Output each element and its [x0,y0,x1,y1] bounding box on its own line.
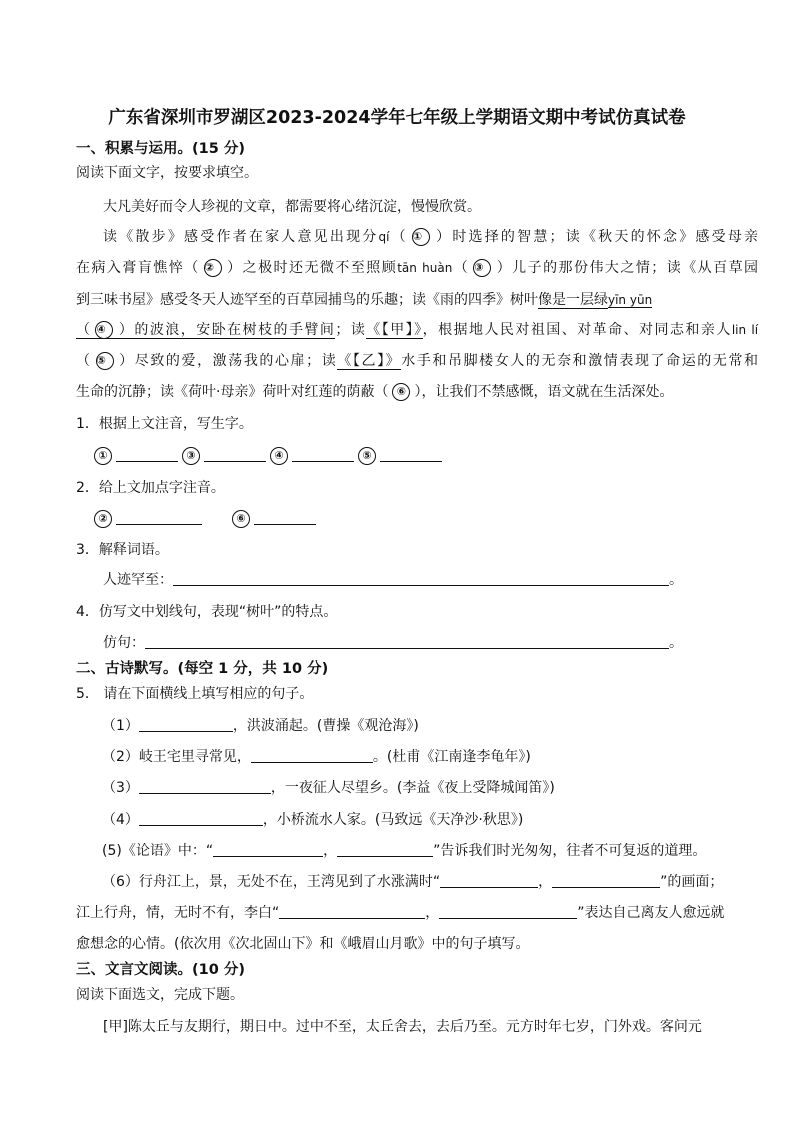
passage-line: （ ⑤ ）尽致的爱，激荡我的心扉；读《【乙】》水手和吊脚楼女人的无奈和激情表现了命运的无常和 [76,353,759,369]
answer-blank[interactable] [292,447,354,462]
poem-item-1: （1） ，洪波涌起。(曹操《观沧海》) [102,718,419,734]
passage-line: 大凡美好而令人珍视的文章，都需要将心绪沉淀，慢慢欣赏。 [103,199,481,215]
poem-item-5: (5)《论语》中：“ ， ”告诉我们时光匆匆，往者不可复返的道理。 [102,843,707,859]
passage-line: 生命的沉静；读《荷叶·母亲》荷叶对红莲的荫蔽（ ⑥ ），让我们不禁感慨，语文就在生活深处。 [76,384,674,400]
passage-line: （ ④ ）的波浪，安卧在树枝的手臂间；读《【甲】》，根据地人民对祖国、对革命、对同志和亲人lin lí [76,322,759,338]
answer-blank[interactable] [116,447,178,462]
blank-marker-3: ③ [473,259,491,277]
answer-blank[interactable] [254,510,316,525]
blank-marker-5: ⑤ [96,352,114,370]
section-3-heading: 三、文言文阅读。(10 分) [76,962,245,978]
poem-item-2: （2）岐王宅里寻常见， 。(杜甫《江南逢李龟年》) [102,749,531,765]
answer-blank[interactable] [139,717,233,732]
answer-blank[interactable] [139,811,263,826]
answer-blank[interactable] [380,447,442,462]
poem-item-6-cont: 愈想念的心情。(依次用《次北固山下》和《峨眉山月歌》中的句子填写。 [76,936,530,952]
answer-blank[interactable] [279,904,425,919]
answer-blank[interactable] [552,873,660,888]
poem-item-6-cont: 江上行舟，情，无时不有，李白“ ， ”表达自己离友人愈远就 [76,905,725,921]
answer-row-4: 仿句： 。 [103,635,683,651]
question-5: 5． 请在下面横线上填写相应的句子。 [76,686,314,702]
blank-marker-6: ⑥ [392,383,410,401]
passage-line: 读《散步》感受作者在家人意见出现分qí（ ① ）时选择的智慧；读《秋天的怀念》感受母亲 [103,229,759,245]
poem-item-6: （6）行舟江上，景，无处不在，王湾见到了水涨满时“ ， ”的画面； [102,874,724,890]
answer-blank[interactable] [145,634,669,649]
answer-blank[interactable] [440,873,538,888]
answer-blank[interactable] [139,779,271,794]
answer-row-2: ② ⑥ [94,509,754,529]
answer-blank[interactable] [337,842,433,857]
question-1: 1．根据上文注音，写生字。 [76,416,253,432]
answer-row-1: ① ③ ④ ⑤ [94,446,754,466]
answer-blank[interactable] [116,510,202,525]
answer-row-3: 人迹罕至： 。 [103,572,683,588]
section-3-intro: 阅读下面选文，完成下题。 [76,987,244,1003]
question-4: 4．仿写文中划线句，表现“树叶”的特点。 [76,604,338,620]
answer-blank[interactable] [213,842,323,857]
passage-line: 到三味书屋》感受冬天人迹罕至的百草园捕鸟的乐趣；读《雨的四季》树叶像是一层绿yīn yūn [76,292,653,308]
answer-blank[interactable] [173,571,669,586]
blank-marker-4: ④ [95,321,113,339]
passage-line: 在病入膏肓憔悴（ ② ）之极时还无微不至照顾tān huàn（ ③ ）儿子的那份伟大之情；读《从百草园 [76,260,759,276]
section-1-heading: 一、积累与运用。(15 分) [76,141,245,157]
classical-passage-line: [甲]陈太丘与友期行，期日中。过中不至，太丘舍去，去后乃至。元方时年七岁，门外戏。客问元 [103,1019,702,1035]
answer-blank[interactable] [204,447,266,462]
page-title: 广东省深圳市罗湖区2023-2024学年七年级上学期语文期中考试仿真试卷 [108,108,686,128]
answer-blank[interactable] [251,748,373,763]
question-2: 2．给上文加点字注音。 [76,480,225,496]
blank-marker-2: ② [204,259,222,277]
blank-marker-1: ① [412,228,430,246]
question-3: 3．解释词语。 [76,542,169,558]
answer-blank[interactable] [439,904,577,919]
section-1-intro: 阅读下面文字，按要求填空。 [76,165,258,181]
poem-item-3: （3） ，一夜征人尽望乡。(李益《夜上受降城闻笛》) [102,780,555,796]
section-2-heading: 二、古诗默写。(每空 1 分，共 10 分) [76,661,329,677]
poem-item-4: （4） ，小桥流水人家。(马致远《天净沙·秋思》) [102,812,524,828]
